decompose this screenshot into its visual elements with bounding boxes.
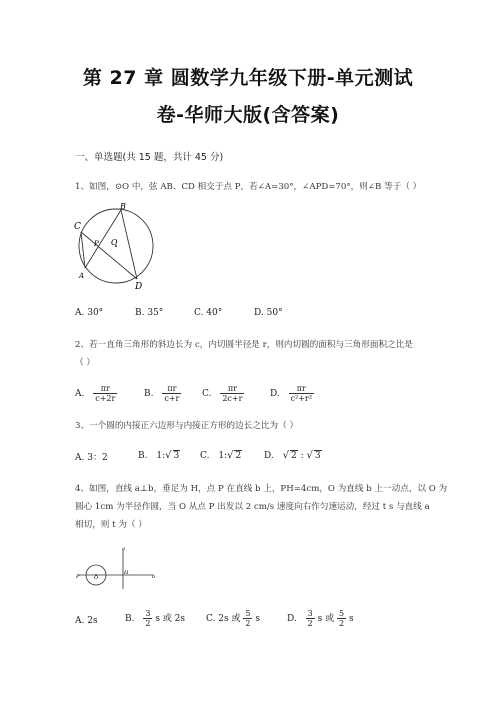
q4-option-d — [287, 609, 354, 628]
q4-c-numerator: 5 — [245, 609, 251, 618]
q3-option-a: A. 3：2 — [75, 453, 108, 463]
q3-c-prefix: 1: — [218, 451, 228, 461]
fig4-label-H: H — [124, 570, 129, 576]
q3-option-b: B. 1:√ 3 — [138, 450, 180, 461]
q3-option-d: D. √ 2 : √ 3 — [264, 450, 321, 461]
q4-option-b-label: B. — [125, 614, 135, 624]
doc-title-line-1: 第 27 章 圆数学九年级下册-单元测试 — [82, 67, 414, 89]
q2-d-numerator: πr — [289, 384, 314, 394]
q4-b-denominator: 2 — [145, 619, 151, 628]
q2-a-denominator: c+2r — [95, 394, 116, 403]
q2-option-c — [202, 384, 244, 403]
q4-c-denominator: 2 — [245, 619, 251, 628]
q2-option-d-label: D. — [270, 389, 280, 399]
q4-d-denominator-1: 2 — [307, 619, 313, 628]
q4-d-numerator-1: 3 — [307, 609, 313, 618]
section-heading: 一、单选题(共 15 题，共计 45 分) — [75, 152, 224, 163]
q4-option-d-label: D. — [287, 614, 297, 624]
q1-option-d: D. 50° — [254, 308, 283, 318]
fig1-label-A: A — [79, 272, 85, 280]
q2-option-b-label: B. — [144, 389, 154, 399]
fig1-label-B: B — [120, 202, 126, 211]
fig4-label-O: O — [94, 575, 99, 581]
q4-option-b — [125, 609, 185, 628]
q2-a-numerator: πr — [93, 384, 117, 394]
q2-option-a-label: A. — [75, 389, 85, 399]
fig4-label-b: b — [152, 574, 156, 580]
question-1-figure — [72, 202, 162, 292]
q3-option-b-label: B. — [138, 451, 148, 461]
question-4-text-line-2: 圆心 1cm 为半径作圆，当 O 从点 P 出发以 2 cm/s 速度向右作匀速运动，经过 t s 与直线 a — [75, 502, 430, 512]
q2-c-denominator: 2c+r — [222, 394, 243, 403]
q1-option-a: A. 30° — [75, 308, 104, 318]
q4-d-numerator-2: 5 — [338, 609, 345, 618]
question-2-text-line-2: （ ） — [75, 358, 95, 368]
q3-option-c: C. 1:√ 2 — [200, 450, 242, 461]
q3-d-radicand-1: 2 — [291, 451, 297, 461]
q4-option-c — [206, 609, 260, 628]
q4-c-suffix: s — [255, 614, 260, 624]
q2-b-denominator: c+r — [164, 394, 180, 403]
question-3-text: 3、一个圆的内接正六边形与内接正方形的边长之比为（ ） — [75, 421, 299, 431]
q2-d-denominator: c²+r² — [290, 394, 313, 403]
q3-b-prefix: 1: — [156, 451, 166, 461]
fig1-label-D: D — [135, 282, 143, 292]
question-1-text: 1、如图，⊙O 中，弦 AB、CD 相交于点 P，若∠A=30°，∠APD=70°，则∠B 等于（ ） — [75, 182, 422, 192]
fig1-label-O: O — [111, 238, 118, 247]
q3-option-c-label: C. — [200, 451, 210, 461]
fig1-label-C: C — [74, 222, 81, 232]
q2-b-numerator: πr — [162, 384, 181, 394]
q4-d-suffix: s — [348, 614, 354, 624]
q4-d-middle: s 或 — [317, 614, 335, 624]
q3-b-radicand: 3 — [173, 451, 180, 461]
q3-option-d-label: D. — [264, 451, 274, 461]
q2-option-a — [75, 384, 117, 403]
q1-option-b: B. 35° — [135, 308, 164, 318]
question-4-figure — [75, 544, 165, 594]
q2-option-d — [270, 384, 314, 403]
q4-b-suffix: s 或 2s — [155, 614, 186, 624]
fig4-label-P: P — [76, 574, 80, 580]
q4-option-c-label: C. 2s 或 — [206, 614, 241, 624]
question-4-text-line-1: 4、如图，直线 a⊥b，垂足为 H，点 P 在直线 b 上，PH=4cm，O 为直线 b 上一动点，以 O 为 — [75, 484, 448, 494]
q3-d-separator: : — [300, 451, 304, 461]
doc-title-line-2: 卷-华师大版(含答案) — [156, 104, 340, 126]
question-4-text-line-3: 相切，则 t 为（ ） — [75, 520, 147, 530]
q4-b-numerator: 3 — [145, 609, 151, 618]
q4-d-denominator-2: 2 — [338, 619, 345, 628]
fig4-label-a: a — [122, 546, 125, 552]
q1-option-c: C. 40° — [194, 308, 223, 318]
q2-c-numerator: πr — [220, 384, 244, 394]
fig1-label-P: P — [94, 240, 99, 248]
q3-d-radicand-2: 3 — [314, 451, 321, 461]
q4-option-a: A. 2s — [75, 616, 98, 626]
question-2-text-line-1: 2、若一直角三角形的斜边长为 c，内切圆半径是 r，则内切圆的面积与三角形面积之比是 — [75, 340, 413, 350]
q2-option-b — [144, 384, 181, 403]
q3-c-radicand: 2 — [235, 451, 242, 461]
q2-option-c-label: C. — [202, 389, 212, 399]
